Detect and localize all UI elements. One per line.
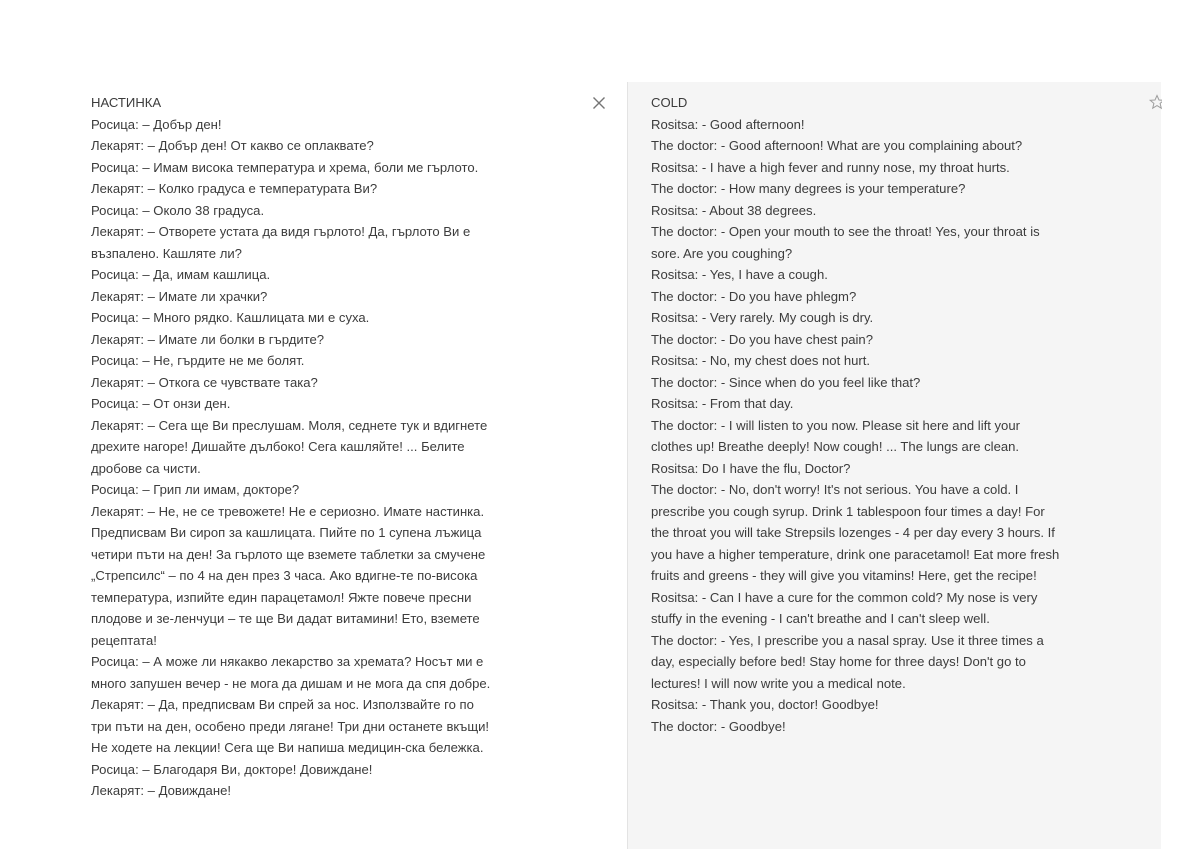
source-text-line: Лекарят: – Имате ли болки в гърдите?	[91, 331, 325, 347]
translation-line: Rositsa: - From that day.	[651, 396, 794, 411]
translation-line: the throat you will take Strepsils lozenges - 4 per day every 3 hours. If	[651, 525, 1055, 540]
source-text-line: Лекарят: – Откога се чувствате така?	[91, 374, 318, 390]
source-text-line: Росица: – Много рядко. Кашлицата ми е суха.	[91, 310, 370, 325]
source-text-line: дрехите нагоре! Дишайте дълбоко! Сега кашляйте! ... Белите	[91, 439, 465, 454]
source-text-line: Росица: – Имам висока температура и хрема, боли ме гърлото.	[91, 159, 479, 175]
source-text-line: плодове и зе-ленчуци – те ще Ви дадат витамини! Ето, вземете	[91, 611, 480, 626]
source-text-line: Росица: – Благодаря Ви, докторе! Довиждане!	[91, 761, 373, 777]
translation-line: Rositsa: - Yes, I have a cough.	[651, 267, 828, 282]
source-text-title: НАСТИНКА	[91, 95, 162, 110]
translation-line: Rositsa: - No, my chest does not hurt.	[651, 353, 871, 368]
translation-title: COLD	[651, 95, 688, 110]
translation-text	[651, 92, 1059, 737]
source-text-line: три пъти на ден, особено преди лягане! Три дни останете вкъщи!	[91, 718, 490, 734]
translation-line: prescribe you cough syrup. Drink 1 tablespoon four times a day! For	[651, 503, 1045, 519]
translation-line: clothes up! Breathe deeply! Now cough! ... The lungs are clean.	[651, 439, 1020, 454]
close-icon[interactable]	[590, 94, 608, 112]
translation-line: Rositsa: Do I have the flu, Doctor?	[651, 460, 851, 476]
source-text[interactable]	[91, 92, 490, 802]
translation-line: The doctor: - Since when do you feel like that?	[651, 374, 921, 390]
source-text-line: Росица: – От онзи ден.	[91, 396, 231, 411]
source-text-line: рецептата!	[91, 632, 157, 648]
source-text-line: четири пъти на ден! За гърлото ще вземете таблетки за смучене	[91, 546, 486, 562]
translation-line: Rositsa: - Very rarely. My cough is dry.	[651, 310, 874, 325]
star-icon[interactable]	[1148, 94, 1162, 110]
translation-pane	[627, 82, 1161, 849]
source-text-line: Лекарят: – Добър ден! От какво се оплаквате?	[91, 138, 374, 153]
translation-line: The doctor: - Goodbye!	[651, 718, 786, 734]
translation-line: lectures! I will now write you a medical note.	[651, 675, 906, 691]
source-text-line: дробове са чисти.	[91, 460, 201, 476]
source-text-line: възпалено. Кашляте ли?	[91, 245, 242, 261]
source-text-line: Росица: – Да, имам кашлица.	[91, 267, 271, 282]
source-text-line: Не ходете на лекции! Сега ще Ви напиша медицин-ска бележка.	[91, 740, 484, 755]
source-text-line: Росица: – Добър ден!	[91, 116, 222, 132]
translation-line: Rositsa: - Can I have a cure for the common cold? My nose is very	[651, 589, 1038, 605]
source-text-line: Росица: – Не, гърдите не ме болят.	[91, 353, 305, 368]
source-text-line: Росица: – А може ли някакво лекарство за хремата? Носът ми е	[91, 654, 484, 669]
translation-line: Rositsa: - I have a high fever and runny nose, my throat hurts.	[651, 159, 1010, 175]
source-text-line: Росица: – Около 38 градуса.	[91, 202, 265, 218]
source-text-line: Лекарят: – Да, предписвам Ви спрей за нос. Използвайте го по	[91, 697, 474, 712]
translation-line: day, especially before bed! Stay home for three days! Don't go to	[651, 654, 1026, 669]
translation-line: The doctor: - How many degrees is your temperature?	[651, 181, 966, 196]
translation-line: sore. Are you coughing?	[651, 245, 793, 261]
translation-line: The doctor: - Open your mouth to see the throat! Yes, your throat is	[651, 224, 1040, 239]
source-text-line: Лекарят: – Отворете устата да видя гърлото! Да, гърлото Ви е	[91, 224, 471, 239]
translation-line: The doctor: - I will listen to you now. Please sit here and lift your	[651, 417, 1020, 433]
source-text-line: Лекарят: – Не, не се тревожете! Не е сериозно. Имате настинка.	[91, 503, 485, 519]
source-text-line: Лекарят: – Довиждане!	[91, 783, 231, 798]
source-text-line: Предписвам Ви сироп за кашлицата. Пийте по 1 супена лъжица	[91, 525, 482, 540]
translation-line: The doctor: - Good afternoon! What are you complaining about?	[651, 138, 1023, 153]
translation-line: Rositsa: - Thank you, doctor! Goodbye!	[651, 697, 879, 712]
source-text-line: много запушен вечер - не мога да дишам и не мога да спя добре.	[91, 675, 491, 691]
translation-line: Rositsa: - About 38 degrees.	[651, 202, 817, 218]
source-text-line: Лекарят: – Имате ли храчки?	[91, 288, 268, 304]
translation-line: you have a higher temperature, drink one paracetamol! Eat more fresh	[651, 546, 1060, 562]
source-text-line: температура, изпийте един парацетамол! Яжте повече пресни	[91, 589, 472, 605]
translation-line: The doctor: - No, don't worry! It's not serious. You have a cold. I	[651, 482, 1019, 497]
source-text-line: Лекарят: – Сега ще Ви преслушам. Моля, седнете тук и вдигнете	[91, 417, 488, 433]
translation-line: The doctor: - Do you have phlegm?	[651, 288, 857, 304]
translation-line: Rositsa: - Good afternoon!	[651, 116, 805, 132]
translation-line: fruits and greens - they will give you vitamins! Here, get the recipe!	[651, 568, 1037, 583]
source-text-line: Лекарят: – Колко градуса е температурата Ви?	[91, 181, 378, 196]
translation-line: stuffy in the evening - I can't breathe and I can't sleep well.	[651, 611, 990, 626]
source-text-line: Росица: – Грип ли имам, докторе?	[91, 482, 300, 497]
translation-line: The doctor: - Yes, I prescribe you a nasal spray. Use it three times a	[651, 632, 1044, 648]
source-text-line: „Стрепсилс“ – по 4 на ден през 3 часа. Ако вдигне-те по-висока	[91, 568, 478, 583]
translation-line: The doctor: - Do you have chest pain?	[651, 331, 873, 347]
